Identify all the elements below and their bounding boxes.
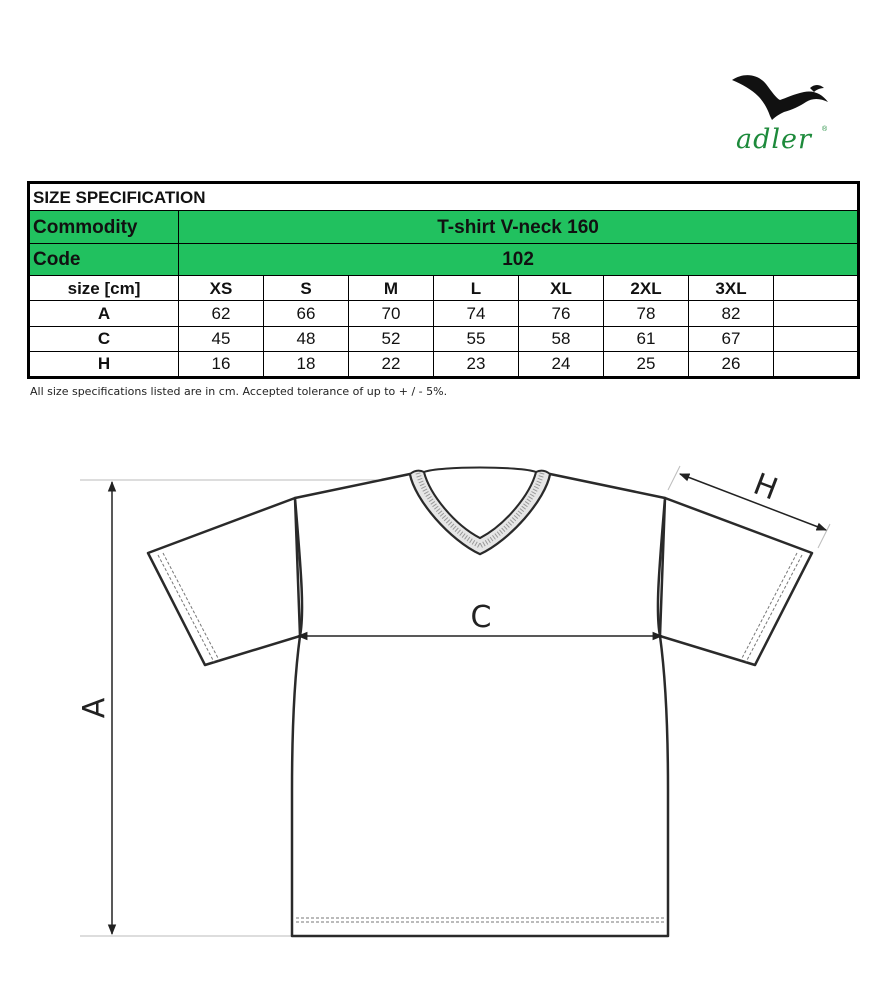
table-cell: 48 (264, 326, 349, 351)
row-label: A (29, 301, 179, 326)
size-cell: XS (179, 276, 264, 301)
table-cell (774, 301, 859, 326)
size-cell: S (264, 276, 349, 301)
table-row (29, 326, 859, 351)
row-label: C (29, 326, 179, 351)
table-cell: 61 (604, 326, 689, 351)
measure-a-label: A (77, 697, 112, 719)
table-cell: 62 (179, 301, 264, 326)
table-cell (774, 351, 859, 377)
size-cell: 3XL (689, 276, 774, 301)
brand-name: adler (736, 124, 812, 155)
table-cell: 25 (604, 351, 689, 377)
adler-logo (714, 58, 844, 168)
size-cell: 2XL (604, 276, 689, 301)
table-cell: 22 (349, 351, 434, 377)
size-cell: L (434, 276, 519, 301)
table-cell: 66 (264, 301, 349, 326)
table-cell: 45 (179, 326, 264, 351)
size-header-label: size [cm] (29, 276, 179, 301)
table-cell: 67 (689, 326, 774, 351)
tshirt-measurement-diagram (0, 440, 886, 970)
guide-line (668, 466, 680, 490)
table-title: SIZE SPECIFICATION (29, 183, 859, 211)
table-cell: 55 (434, 326, 519, 351)
table-cell: 18 (264, 351, 349, 377)
table-cell: 78 (604, 301, 689, 326)
size-header-row (29, 276, 859, 301)
commodity-value: T-shirt V-neck 160 (179, 211, 859, 244)
table-cell: 74 (434, 301, 519, 326)
row-label: H (29, 351, 179, 377)
size-cell: XL (519, 276, 604, 301)
table-cell: 70 (349, 301, 434, 326)
table-cell: 82 (689, 301, 774, 326)
size-specification-table (27, 181, 860, 379)
table-row (29, 301, 859, 326)
measure-h-label: H (748, 466, 783, 508)
table-row (29, 351, 859, 377)
table-cell: 58 (519, 326, 604, 351)
tolerance-note: All size specifications listed are in cm. Accepted tolerance of up to + / - 5%. (30, 385, 448, 398)
table-cell: 52 (349, 326, 434, 351)
commodity-label: Commodity (29, 211, 179, 244)
table-cell: 24 (519, 351, 604, 377)
code-value: 102 (179, 243, 859, 276)
eagle-icon (714, 58, 844, 128)
table-cell (774, 326, 859, 351)
table-cell: 23 (434, 351, 519, 377)
size-cell (774, 276, 859, 301)
table-cell: 26 (689, 351, 774, 377)
table-cell: 76 (519, 301, 604, 326)
measure-c-label: C (470, 600, 492, 635)
code-label: Code (29, 243, 179, 276)
size-cell: M (349, 276, 434, 301)
table-cell: 16 (179, 351, 264, 377)
registered-mark: ® (822, 126, 828, 133)
